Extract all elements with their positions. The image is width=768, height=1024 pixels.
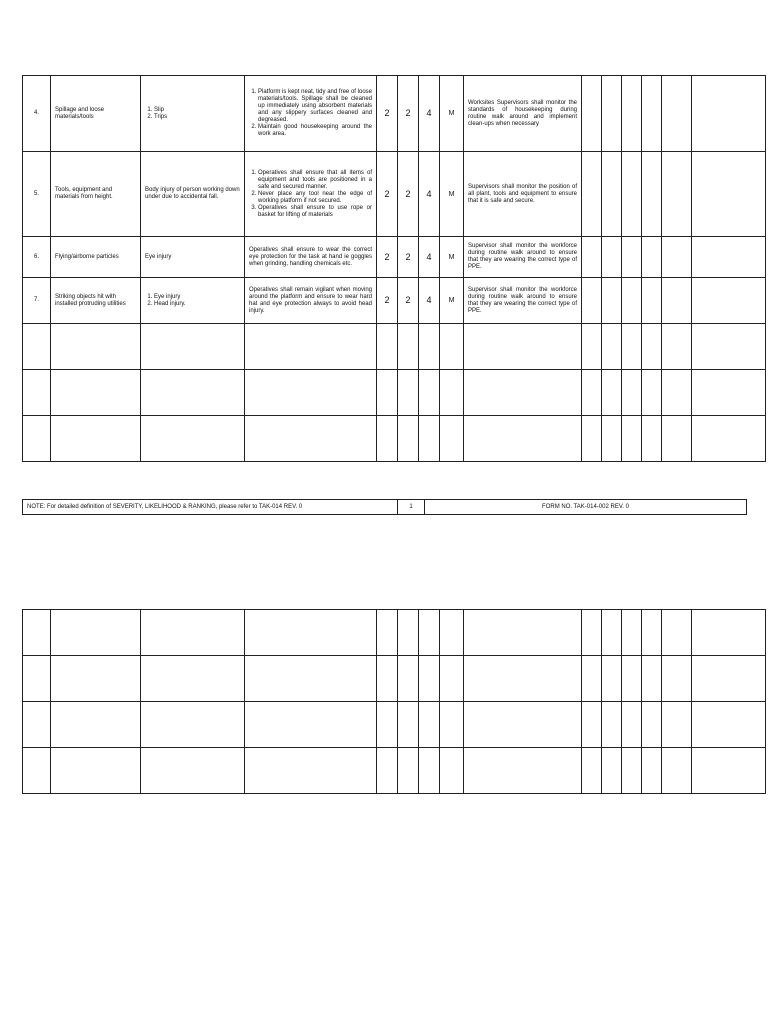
activity-cell: Striking objects hit with installed protruding utilities [51,278,141,324]
hazard-cell [141,278,245,324]
empty-cell [622,278,642,324]
empty-cell [582,76,602,152]
empty-cell [662,278,692,324]
control-item: 1. Operatives shall ensure that all items of equipment and tools are positioned in a safe and secured manner. [258,170,372,191]
severity-cell: 2 [377,237,398,278]
monitoring-cell: Supervisor shall monitor the workforce during routine walk around to ensure that they are wearing the correct type of PPE. [464,237,582,278]
ranking-cell: 4 [419,76,440,152]
hazard-item: 1. Eye injury [154,294,240,301]
empty-row [23,656,766,702]
risk-level-cell: M [440,278,464,324]
empty-cell [642,76,662,152]
empty-cell [582,278,602,324]
likelihood-cell: 2 [398,237,419,278]
empty-cell [692,76,766,152]
empty-cell [602,237,622,278]
control-cell [245,76,377,152]
empty-cell [662,152,692,237]
hazard-cell: Eye injury [141,237,245,278]
risk-level-cell: M [440,237,464,278]
row-number: 5. [23,152,51,237]
empty-cell [622,152,642,237]
ranking-cell: 4 [419,237,440,278]
empty-cell [602,76,622,152]
table-row [23,76,766,152]
table-row [23,152,766,237]
row-number: 7. [23,278,51,324]
blank-table [22,609,766,794]
empty-cell [622,76,642,152]
empty-row [23,702,766,748]
hazard-cell [141,76,245,152]
ranking-cell: 4 [419,278,440,324]
empty-cell [602,152,622,237]
risk-assessment-table [22,75,766,462]
form-number: FORM NO. TAK-014-002 REV. 0 [425,500,747,515]
empty-cell [582,152,602,237]
risk-level-cell: M [440,152,464,237]
table-row [23,237,766,278]
risk-level-cell: M [440,76,464,152]
footer-note-table [22,499,747,515]
activity-cell: Tools, equipment and materials from height. [51,152,141,237]
empty-cell [662,237,692,278]
row-number: 4. [23,76,51,152]
ranking-cell: 4 [419,152,440,237]
row-number: 6. [23,237,51,278]
monitoring-cell: Supervisor shall monitor the workforce during routine walk around to ensure that they are wearing the correct type of PPE. [464,278,582,324]
empty-row [23,610,766,656]
control-item: 1. Platform is kept neat, tidy and free of loose materials/tools. Spillage shall be cleaned up immediately using absorbent materials and any slippery surfaces cleaned and degreased. [258,89,372,124]
empty-row [23,324,766,370]
empty-cell [622,237,642,278]
empty-cell [642,237,662,278]
control-item: 2. Maintain good housekeeping around the work area. [258,124,372,138]
control-cell: Operatives shall remain vigilant when moving around the platform and ensure to wear hard hat and eye protection always to avoid head injury. [245,278,377,324]
monitoring-cell: Supervisors shall monitor the position of all plant, tools and equipment to ensure that it is safe and secure. [464,152,582,237]
hazard-item: 1. Slip [154,107,240,114]
empty-row [23,370,766,416]
likelihood-cell: 2 [398,278,419,324]
empty-cell [602,278,622,324]
table-row [23,278,766,324]
empty-row [23,416,766,462]
empty-cell [692,237,766,278]
hazard-cell: Body injury of person working down under due to accidental fall. [141,152,245,237]
control-item: 2. Never place any tool near the edge of working platform if not secured. [258,191,372,205]
monitoring-cell: Worksites Supervisors shall monitor the standards of housekeeping during routine walk around and implement clean-ups when necessary [464,76,582,152]
hazard-item: 2. Trips [154,114,240,121]
empty-cell [582,237,602,278]
likelihood-cell: 2 [398,152,419,237]
footer-note: NOTE: For detailed definition of SEVERITY, LIKELIHOOD & RANKING, please refer to TAK-014 REV. 0 [23,500,398,515]
page-number: 1 [398,500,425,515]
hazard-item: 2. Head injury. [154,301,240,308]
control-cell [245,152,377,237]
empty-cell [642,152,662,237]
empty-cell [692,278,766,324]
severity-cell: 2 [377,278,398,324]
severity-cell: 2 [377,152,398,237]
empty-cell [662,76,692,152]
empty-cell [692,152,766,237]
likelihood-cell: 2 [398,76,419,152]
empty-row [23,748,766,794]
control-item: 3. Operatives shall ensure to use rope or basket for lifting of materials [258,205,372,219]
empty-cell [642,278,662,324]
control-cell: Operatives shall ensure to wear the correct eye protection for the task at hand ie goggles when grinding, handling chemicals etc. [245,237,377,278]
severity-cell: 2 [377,76,398,152]
activity-cell: Spillage and loose materials/tools [51,76,141,152]
activity-cell: Flying/airborne particles [51,237,141,278]
